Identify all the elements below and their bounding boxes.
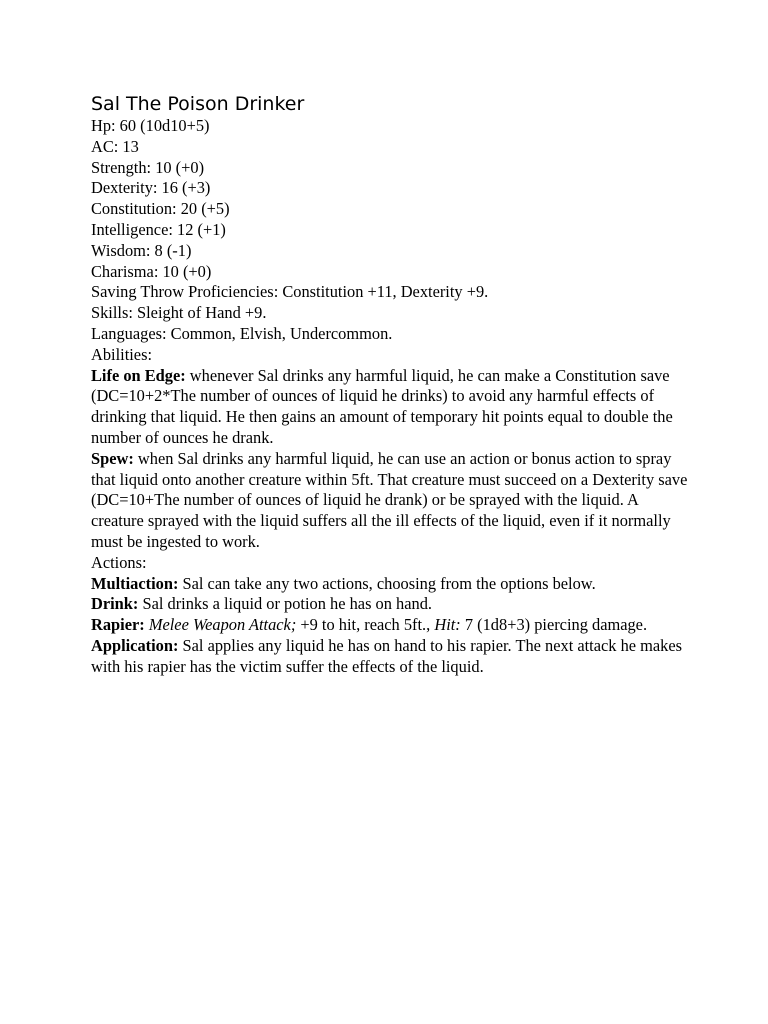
attack-type: Melee Weapon Attack; [148,615,297,635]
action-text: Sal applies any liquid he has on hand to his rapier. The next attack he makes with his rapier has the victim suffer the effects of the liquid. [91,635,683,676]
action-rapier [91,615,691,636]
action-multiaction [91,574,691,595]
ability-name: Life on Edge: [91,365,186,385]
skills-line: Skills: Sleight of Hand +9. [91,303,267,323]
constitution-line: Constitution: 20 (+5) [91,199,230,219]
document-page [91,92,691,678]
action-application [91,636,691,678]
action-drink [91,594,691,615]
attack-detail: +9 to hit, reach 5ft., [296,615,435,635]
abilities-heading: Abilities: [91,344,153,364]
action-name: Rapier: [91,615,145,635]
intelligence-line: Intelligence: 12 (+1) [91,219,226,239]
strength-line: Strength: 10 (+0) [91,157,205,177]
ability-text: when Sal drinks any harmful liquid, he can use an action or bonus action to spray that liquid onto another creature within 5ft. That creature must succeed on a Dexterity save (DC=10+The number of ounces of liquid he drank) or be sprayed with the liquid. A creature sprayed with the liquid suffers all the ill effects of the liquid, even if it normally must be ingested to work. [91,448,688,551]
dexterity-line: Dexterity: 16 (+3) [91,178,211,198]
hit-detail: 7 (1d8+3) piercing damage. [460,615,648,635]
saving-throws-line: Saving Throw Proficiencies: Constitution +11, Dexterity +9. [91,282,489,302]
action-name: Drink: [91,594,139,614]
ac-line: AC: 13 [91,136,139,156]
ability-name: Spew: [91,448,134,468]
hp-line: Hp: 60 (10d10+5) [91,116,210,135]
actions-heading: Actions: [91,552,147,572]
charisma-line: Charisma: 10 (+0) [91,261,212,281]
wisdom-line: Wisdom: 8 (-1) [91,240,192,260]
ability-text: whenever Sal drinks any harmful liquid, he can make a Constitution save (DC=10+2*The number of ounces of liquid he drinks) to avoid any harmful effects of drinking that liquid. He then gains an amount of temporary hit points equal to double the number of ounces he drank. [91,365,673,447]
action-name: Multiaction: [91,573,179,593]
ability-spew [91,449,691,553]
ability-life-on-edge [91,366,691,449]
action-name: Application: [91,635,179,655]
action-text: Sal drinks a liquid or potion he has on hand. [138,594,432,614]
page-title: Sal The Poison Drinker [91,93,305,115]
languages-line: Languages: Common, Elvish, Undercommon. [91,323,393,343]
hit-label: Hit: [434,615,461,635]
action-text: Sal can take any two actions, choosing from the options below. [178,573,596,593]
